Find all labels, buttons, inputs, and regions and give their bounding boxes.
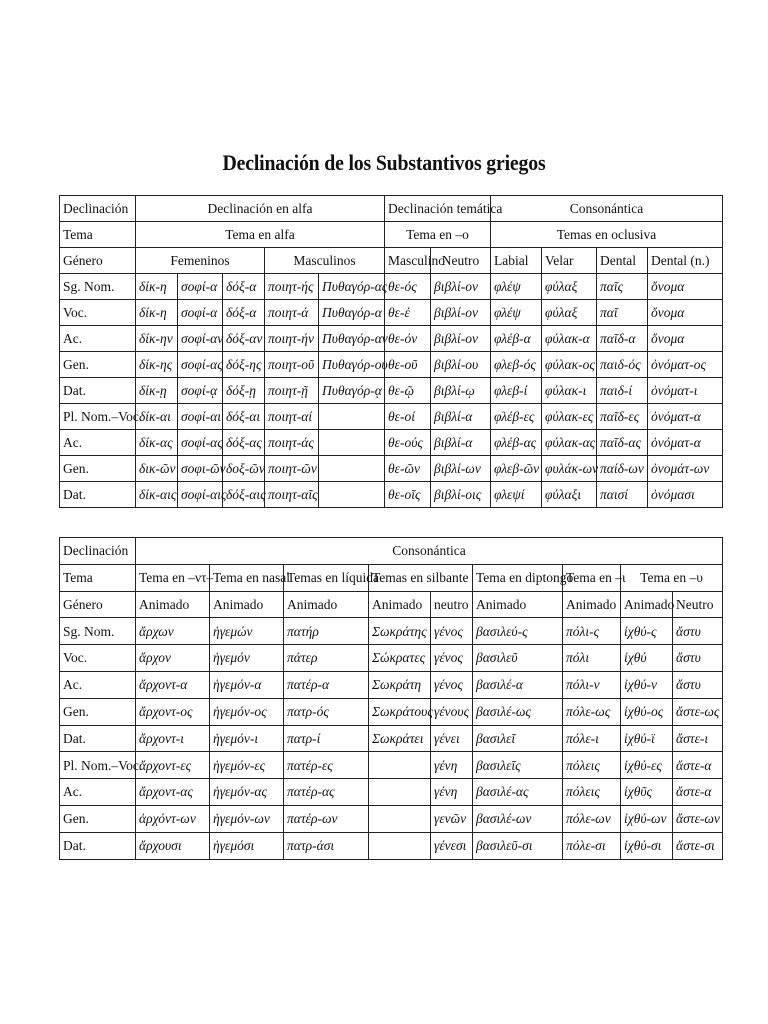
form-cell: φλέψ	[491, 274, 542, 300]
form-cell: θε-οῦ	[385, 352, 431, 378]
form-cell: βιβλί-ον	[431, 300, 491, 326]
form-cell: παῖδ-ες	[597, 404, 648, 430]
case-label: Dat.	[60, 725, 136, 752]
header-cell: Dental (n.)	[648, 248, 723, 274]
header-cell: Género	[60, 248, 136, 274]
case-label: Dat.	[60, 378, 136, 404]
form-cell: πατέρ-ας	[284, 779, 369, 806]
form-cell: βιβλί-α	[431, 430, 491, 456]
form-cell: παῖ	[597, 300, 648, 326]
form-cell: θε-ῷ	[385, 378, 431, 404]
form-cell: βασιλέ-α	[473, 671, 563, 698]
table-row	[60, 725, 723, 752]
form-cell: ἄστυ	[673, 645, 723, 672]
form-cell: βιβλί-ῳ	[431, 378, 491, 404]
form-cell: φύλαξ	[542, 300, 597, 326]
form-cell: Σωκράτης	[369, 618, 431, 645]
form-cell: ἄρχον	[136, 645, 210, 672]
form-cell: βιβλί-ον	[431, 326, 491, 352]
case-label: Voc.	[60, 300, 136, 326]
header-cell: Tema en nasal	[210, 564, 284, 591]
form-cell: Σωκράτη	[369, 671, 431, 698]
form-cell: βιβλί-οις	[431, 482, 491, 508]
form-cell: ὀνόματ-α	[648, 404, 723, 430]
form-cell: ἄστε-σι	[673, 832, 723, 859]
header-cell: Femeninos	[136, 248, 265, 274]
form-cell: σοφί-αις	[178, 482, 223, 508]
form-cell: ἡγεμών	[210, 618, 284, 645]
header-cell: Tema en –ντ–	[136, 564, 210, 591]
form-cell: βασιλεῖς	[473, 752, 563, 779]
form-cell: φλεψί	[491, 482, 542, 508]
case-label: Dat.	[60, 832, 136, 859]
form-cell: βιβλί-ον	[431, 274, 491, 300]
form-cell: ἡγεμόν	[210, 645, 284, 672]
form-cell: πατέρ-α	[284, 671, 369, 698]
form-cell: παῖς	[597, 274, 648, 300]
header-cell: Velar	[542, 248, 597, 274]
form-cell: πόλεις	[563, 752, 621, 779]
header-cell: Tema en diptongo	[473, 564, 563, 591]
form-cell: δίκ-αι	[136, 404, 178, 430]
form-cell: ὄνομα	[648, 274, 723, 300]
header-row-genero	[60, 248, 723, 274]
form-cell: πατρ-άσι	[284, 832, 369, 859]
form-cell: ὀνόμασι	[648, 482, 723, 508]
form-cell: πόλε-ι	[563, 725, 621, 752]
table-row	[60, 779, 723, 806]
case-label: Pl. Nom.–Voc.	[60, 404, 136, 430]
form-cell	[369, 805, 431, 832]
form-cell: παῖδ-α	[597, 326, 648, 352]
form-cell: ἄστε-ι	[673, 725, 723, 752]
case-label: Gen.	[60, 352, 136, 378]
form-cell: Πυθαγόρ-αν	[319, 326, 385, 352]
header-row-declinacion	[60, 196, 723, 222]
form-cell: ποιητ-ῇ	[265, 378, 319, 404]
case-label: Voc.	[60, 645, 136, 672]
form-cell: ποιητ-ήν	[265, 326, 319, 352]
form-cell: σοφί-ᾳ	[178, 378, 223, 404]
form-cell: δοξ-ῶν	[223, 456, 265, 482]
form-cell	[319, 482, 385, 508]
form-cell: φύλαξ	[542, 274, 597, 300]
form-cell: ἄστε-α	[673, 779, 723, 806]
form-cell: θε-ός	[385, 274, 431, 300]
form-cell: πάτερ	[284, 645, 369, 672]
form-cell: δόξ-ας	[223, 430, 265, 456]
table-row	[60, 456, 723, 482]
form-cell: πόλεις	[563, 779, 621, 806]
form-cell: ἰχθύ-ες	[621, 752, 673, 779]
form-cell: βασιλεῦ	[473, 645, 563, 672]
form-cell: ἄρχοντ-α	[136, 671, 210, 698]
header-cell: Declinación	[60, 538, 136, 565]
form-cell: δόξ-ῃ	[223, 378, 265, 404]
form-cell: ἡγεμόν-α	[210, 671, 284, 698]
form-cell: φύλακ-ι	[542, 378, 597, 404]
header-cell: Tema en –υ	[621, 564, 723, 591]
form-cell: φύλακ-ες	[542, 404, 597, 430]
form-cell: παιδ-ός	[597, 352, 648, 378]
declension-table-2	[59, 537, 723, 860]
form-cell: γένεσι	[431, 832, 473, 859]
table-row	[60, 352, 723, 378]
form-cell: σοφί-ας	[178, 430, 223, 456]
form-cell: ἰχθύ-ς	[621, 618, 673, 645]
form-cell: ἄρχουσι	[136, 832, 210, 859]
header-cell: Animado	[473, 591, 563, 618]
form-cell: πόλε-ως	[563, 698, 621, 725]
form-cell: δίκ-ης	[136, 352, 178, 378]
header-row-tema	[60, 564, 723, 591]
case-label: Gen.	[60, 456, 136, 482]
form-cell: δόξ-ης	[223, 352, 265, 378]
table-row	[60, 671, 723, 698]
form-cell: ἡγεμόν-ες	[210, 752, 284, 779]
header-cell: Animado	[563, 591, 621, 618]
form-cell: ποιητ-αῖς	[265, 482, 319, 508]
case-label: Ac.	[60, 779, 136, 806]
header-cell: Tema en –ι	[563, 564, 621, 591]
form-cell: ἄστε-ων	[673, 805, 723, 832]
table-row	[60, 645, 723, 672]
header-cell: Tema	[60, 564, 136, 591]
form-cell: ἀρχόντ-ων	[136, 805, 210, 832]
header-cell: Tema	[60, 222, 136, 248]
table-row	[60, 832, 723, 859]
form-cell: ἡγεμόν-ι	[210, 725, 284, 752]
form-cell: Σωκράτους	[369, 698, 431, 725]
header-row-declinacion	[60, 538, 723, 565]
form-cell: πατέρ-ων	[284, 805, 369, 832]
form-cell: ἰχθύ-ν	[621, 671, 673, 698]
form-cell: δίκ-ας	[136, 430, 178, 456]
header-cell: Animado	[136, 591, 210, 618]
form-cell: σοφί-αι	[178, 404, 223, 430]
form-cell: φλέβ-ας	[491, 430, 542, 456]
header-cell: Masculinos	[265, 248, 385, 274]
form-cell: ποιητ-άς	[265, 430, 319, 456]
form-cell: παιδ-ί	[597, 378, 648, 404]
header-cell: Tema en alfa	[136, 222, 385, 248]
form-cell: ἰχθύ	[621, 645, 673, 672]
table-2-body	[60, 618, 723, 859]
case-label: Ac.	[60, 671, 136, 698]
form-cell: σοφί-α	[178, 274, 223, 300]
form-cell: ὀνόματ-α	[648, 430, 723, 456]
form-cell: βιβλί-α	[431, 404, 491, 430]
header-cell: Consonántica	[136, 538, 723, 565]
form-cell: Πυθαγόρ-ου	[319, 352, 385, 378]
form-cell: γένος	[431, 618, 473, 645]
form-cell: φύλακ-ας	[542, 430, 597, 456]
header-cell: Género	[60, 591, 136, 618]
form-cell: σοφί-αν	[178, 326, 223, 352]
form-cell: γενῶν	[431, 805, 473, 832]
header-cell: Neutro	[673, 591, 723, 618]
case-label: Sg. Nom.	[60, 618, 136, 645]
table-row	[60, 430, 723, 456]
form-cell: βασιλέ-ας	[473, 779, 563, 806]
header-row-tema	[60, 222, 723, 248]
form-cell: πόλι-ν	[563, 671, 621, 698]
header-cell: Declinación en alfa	[136, 196, 385, 222]
case-label: Sg. Nom.	[60, 274, 136, 300]
table-row	[60, 698, 723, 725]
form-cell: ἄρχοντ-ες	[136, 752, 210, 779]
form-cell: ὀνομάτ-ων	[648, 456, 723, 482]
table-row	[60, 404, 723, 430]
form-cell: φλέβ-α	[491, 326, 542, 352]
form-cell: βασιλεῦ-σι	[473, 832, 563, 859]
form-cell: φλεβ-ῶν	[491, 456, 542, 482]
form-cell: πατρ-ί	[284, 725, 369, 752]
form-cell: δόξ-αν	[223, 326, 265, 352]
form-cell: ἄρχων	[136, 618, 210, 645]
header-cell: Temas en líquida	[284, 564, 369, 591]
form-cell	[369, 752, 431, 779]
form-cell: Πυθαγόρ-α	[319, 300, 385, 326]
form-cell: ὄνομα	[648, 326, 723, 352]
form-cell: ἰχθύ-ων	[621, 805, 673, 832]
form-cell: πόλι	[563, 645, 621, 672]
form-cell: πατρ-ός	[284, 698, 369, 725]
form-cell: ἰχθύ-ος	[621, 698, 673, 725]
form-cell: ἰχθῦς	[621, 779, 673, 806]
form-cell: βασιλέ-ων	[473, 805, 563, 832]
form-cell: γένη	[431, 752, 473, 779]
header-cell: Dental	[597, 248, 648, 274]
case-label: Gen.	[60, 698, 136, 725]
form-cell	[319, 430, 385, 456]
form-cell: ἡγεμόν-ας	[210, 779, 284, 806]
form-cell: φλέψ	[491, 300, 542, 326]
form-cell: Πυθαγόρ-ας	[319, 274, 385, 300]
form-cell: βασιλέ-ως	[473, 698, 563, 725]
form-cell: πόλε-σι	[563, 832, 621, 859]
table-row	[60, 805, 723, 832]
form-cell: δόξ-α	[223, 300, 265, 326]
form-cell: πόλι-ς	[563, 618, 621, 645]
table-row	[60, 752, 723, 779]
form-cell: ἡγεμόσι	[210, 832, 284, 859]
form-cell: πόλε-ων	[563, 805, 621, 832]
header-cell: Labial	[491, 248, 542, 274]
case-label: Gen.	[60, 805, 136, 832]
form-cell: ἄστυ	[673, 671, 723, 698]
form-cell: δίκ-η	[136, 300, 178, 326]
table-row	[60, 378, 723, 404]
form-cell: δίκ-ῃ	[136, 378, 178, 404]
form-cell: ποιητ-ής	[265, 274, 319, 300]
form-cell: βασιλεῖ	[473, 725, 563, 752]
table-row	[60, 300, 723, 326]
form-cell: δίκ-αις	[136, 482, 178, 508]
case-label: Pl. Nom.–Voc.	[60, 752, 136, 779]
form-cell: θε-οί	[385, 404, 431, 430]
header-cell: Animado	[621, 591, 673, 618]
form-cell: δόξ-αι	[223, 404, 265, 430]
form-cell: βιβλί-ου	[431, 352, 491, 378]
form-cell: ποιητ-ά	[265, 300, 319, 326]
header-cell: Animado	[369, 591, 431, 618]
form-cell: ἄρχοντ-ι	[136, 725, 210, 752]
header-cell: Declinación	[60, 196, 136, 222]
form-cell	[319, 404, 385, 430]
form-cell: ἡγεμόν-ος	[210, 698, 284, 725]
form-cell: θε-έ	[385, 300, 431, 326]
header-cell: Declinación temática	[385, 196, 491, 222]
form-cell: πατέρ-ες	[284, 752, 369, 779]
page-title: Declinación de los Substantivos griegos	[222, 150, 546, 175]
form-cell: δίκ-η	[136, 274, 178, 300]
form-cell: δίκ-ην	[136, 326, 178, 352]
form-cell: ποιητ-οῦ	[265, 352, 319, 378]
header-cell: neutro	[431, 591, 473, 618]
form-cell: γένους	[431, 698, 473, 725]
form-cell: Σώκρατες	[369, 645, 431, 672]
form-cell: φύλακ-ος	[542, 352, 597, 378]
form-cell: δόξ-α	[223, 274, 265, 300]
form-cell: παῖδ-ας	[597, 430, 648, 456]
header-cell: Animado	[284, 591, 369, 618]
form-cell: ἡγεμόν-ων	[210, 805, 284, 832]
form-cell: γένη	[431, 779, 473, 806]
table-row	[60, 274, 723, 300]
form-cell: γένος	[431, 671, 473, 698]
form-cell: θε-ῶν	[385, 456, 431, 482]
form-cell: ὀνόματ-ι	[648, 378, 723, 404]
form-cell: φυλάκ-ων	[542, 456, 597, 482]
declension-table-1	[59, 195, 723, 508]
form-cell: φύλαξι	[542, 482, 597, 508]
header-cell: Masculino	[385, 248, 431, 274]
case-label: Ac.	[60, 326, 136, 352]
table-row	[60, 482, 723, 508]
table-1-body	[60, 274, 723, 508]
form-cell: δικ-ῶν	[136, 456, 178, 482]
form-cell: θε-ούς	[385, 430, 431, 456]
case-label: Dat.	[60, 482, 136, 508]
header-cell: Temas en silbante	[369, 564, 473, 591]
form-cell: ἄστε-α	[673, 752, 723, 779]
form-cell: Σωκράτει	[369, 725, 431, 752]
form-cell: ἰχθύ-σι	[621, 832, 673, 859]
form-cell	[369, 779, 431, 806]
form-cell: παισί	[597, 482, 648, 508]
form-cell	[369, 832, 431, 859]
form-cell: φύλακ-α	[542, 326, 597, 352]
header-cell: Animado	[210, 591, 284, 618]
header-cell: Temas en oclusiva	[491, 222, 723, 248]
form-cell: φλέβ-ες	[491, 404, 542, 430]
header-cell: Tema en –ο	[385, 222, 491, 248]
form-cell: φλεβ-ί	[491, 378, 542, 404]
form-cell: ἄρχοντ-ας	[136, 779, 210, 806]
form-cell: ἄστυ	[673, 618, 723, 645]
table-row	[60, 618, 723, 645]
form-cell: θε-όν	[385, 326, 431, 352]
form-cell: ἰχθύ-ϊ	[621, 725, 673, 752]
form-cell: βασιλεύ-ς	[473, 618, 563, 645]
form-cell: πατήρ	[284, 618, 369, 645]
form-cell: βιβλί-ων	[431, 456, 491, 482]
case-label: Ac.	[60, 430, 136, 456]
form-cell	[319, 456, 385, 482]
form-cell: ὀνόματ-ος	[648, 352, 723, 378]
form-cell: παίδ-ων	[597, 456, 648, 482]
form-cell: γένος	[431, 645, 473, 672]
form-cell: ποιητ-αί	[265, 404, 319, 430]
form-cell: ποιητ-ῶν	[265, 456, 319, 482]
form-cell: δόξ-αις	[223, 482, 265, 508]
form-cell: θε-οῖς	[385, 482, 431, 508]
form-cell: ἄρχοντ-ος	[136, 698, 210, 725]
form-cell: σοφι-ῶν	[178, 456, 223, 482]
header-row-genero	[60, 591, 723, 618]
form-cell: ἄστε-ως	[673, 698, 723, 725]
form-cell: Πυθαγόρ-ᾳ	[319, 378, 385, 404]
header-cell: Neutro	[431, 248, 491, 274]
form-cell: γένει	[431, 725, 473, 752]
form-cell: σοφί-α	[178, 300, 223, 326]
form-cell: φλεβ-ός	[491, 352, 542, 378]
header-cell: Consonántica	[491, 196, 723, 222]
table-row	[60, 326, 723, 352]
form-cell: σοφί-ας	[178, 352, 223, 378]
form-cell: ὄνομα	[648, 300, 723, 326]
